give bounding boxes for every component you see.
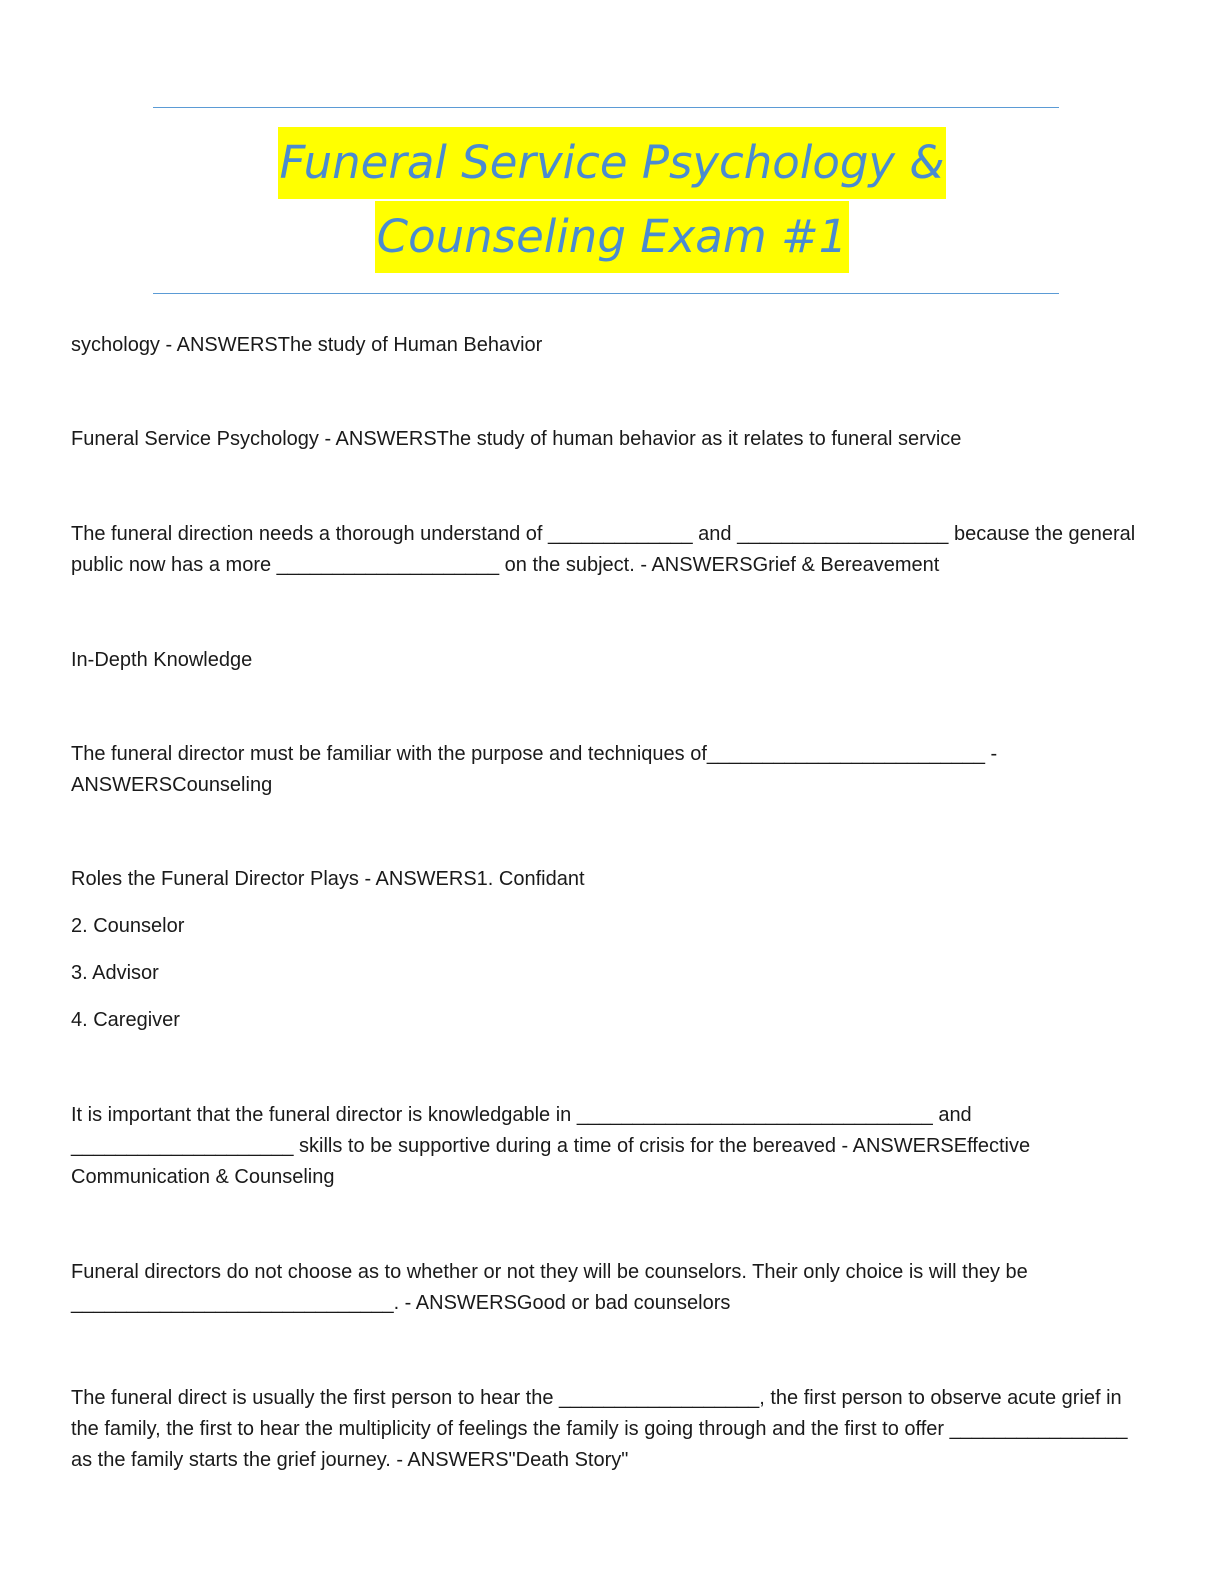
- document-title: [0, 126, 1224, 274]
- qa-roles-item-4: 4. Caregiver: [71, 1009, 180, 1031]
- qa-funeral-service-psychology: Funeral Service Psychology - ANSWERSThe study of human behavior as it relates to funeral service: [71, 428, 962, 450]
- header-bottom-rule: [153, 293, 1059, 294]
- header-top-rule: [153, 107, 1059, 108]
- qa-counseling: The funeral director must be familiar with the purpose and techniques of_________________________ - ANSWERSCounseling: [71, 743, 998, 796]
- qa-roles-item-2: 2. Counselor: [71, 915, 185, 937]
- qa-in-depth-knowledge: In-Depth Knowledge: [71, 649, 253, 671]
- qa-roles-heading: Roles the Funeral Director Plays - ANSWERS1. Confidant: [71, 868, 585, 890]
- qa-psychology: sychology - ANSWERSThe study of Human Behavior: [71, 334, 543, 356]
- qa-death-story: The funeral direct is usually the first person to hear the __________________, the first person to observe acute grief in the family, the first to hear the multiplicity of feelings the family is going through and the first to offer ________________ as the family starts the grief journey. - ANSWERS"Death Story": [71, 1387, 1128, 1471]
- title-line-2: Counseling Exam #1: [375, 201, 850, 273]
- qa-grief-bereavement: The funeral direction needs a thorough understand of _____________ and ___________________ because the general public now has a more ____________________ on the subject. - ANSWERSGrief & Bereavement: [71, 523, 1136, 576]
- qa-good-or-bad-counselors: Funeral directors do not choose as to whether or not they will be counselors. Their only choice is will they be _____________________________. - ANSWERSGood or bad counselors: [71, 1261, 1028, 1314]
- title-line-1: Funeral Service Psychology &: [278, 127, 947, 199]
- qa-communication-counseling: It is important that the funeral director is knowledgable in ________________________________ and ____________________ skills to be supportive during a time of crisis for the bereaved - ANSWERSEffective Communication & Counseling: [71, 1104, 1031, 1188]
- qa-roles-item-3: 3. Advisor: [71, 962, 159, 984]
